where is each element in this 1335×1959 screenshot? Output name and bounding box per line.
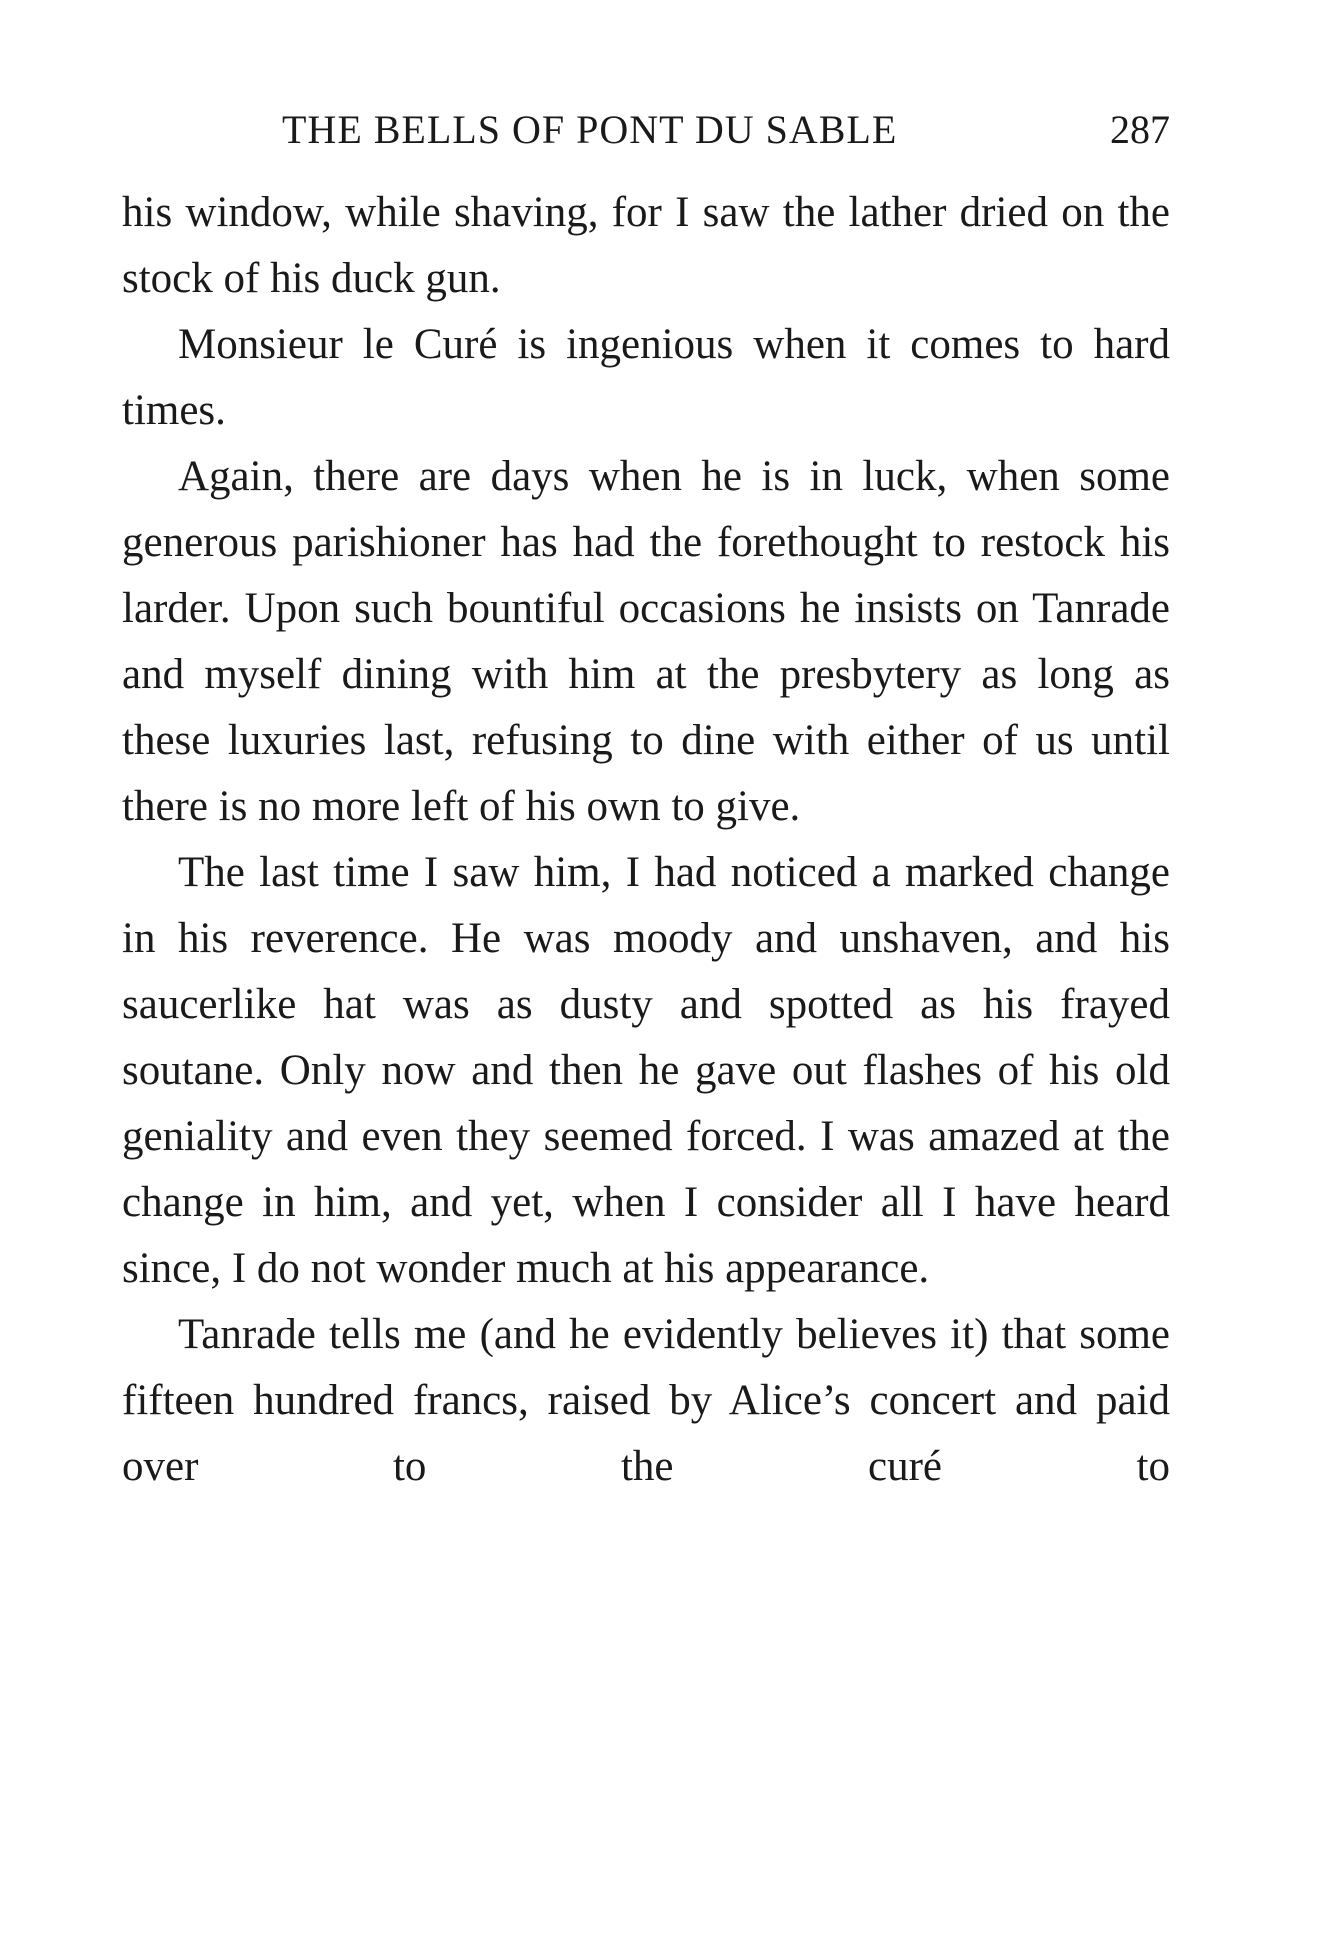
paragraph-1: his window, while shaving, for I saw the lather dried on the stock of his duck gun. xyxy=(122,189,1170,302)
page-number: 287 xyxy=(1110,107,1170,152)
body-text xyxy=(122,180,1170,1500)
paragraph-4: The last time I saw him, I had noticed a marked change in his reverence. He was moody and unshaven, and his saucerlike hat was as dusty and spotted as his frayed soutane. Only now and then he gave out flashes of his old geniality and even they seemed forced. I was amazed at the change in him, and yet, when I consider all I have heard since, I do not wonder much at his appearance. xyxy=(122,849,1170,1292)
paragraph-5: Tanrade tells me (and he evidently believes it) that some fifteen hundred francs, raised by Alice’s concert and paid over to the curé to xyxy=(122,1311,1170,1490)
paragraph-3: Again, there are days when he is in luck, when some generous parishioner has had the forethought to restock his larder. Upon such bountiful occasions he insists on Tanrade and myself dining with him at the presbytery as long as these luxuries last, refusing to dine with either of us until there is no more left of his own to give. xyxy=(122,453,1170,830)
running-title: THE BELLS OF PONT DU SABLE xyxy=(282,107,898,152)
paragraph-2: Monsieur le Curé is ingenious when it comes to hard times. xyxy=(122,321,1170,434)
running-head xyxy=(122,102,1170,158)
